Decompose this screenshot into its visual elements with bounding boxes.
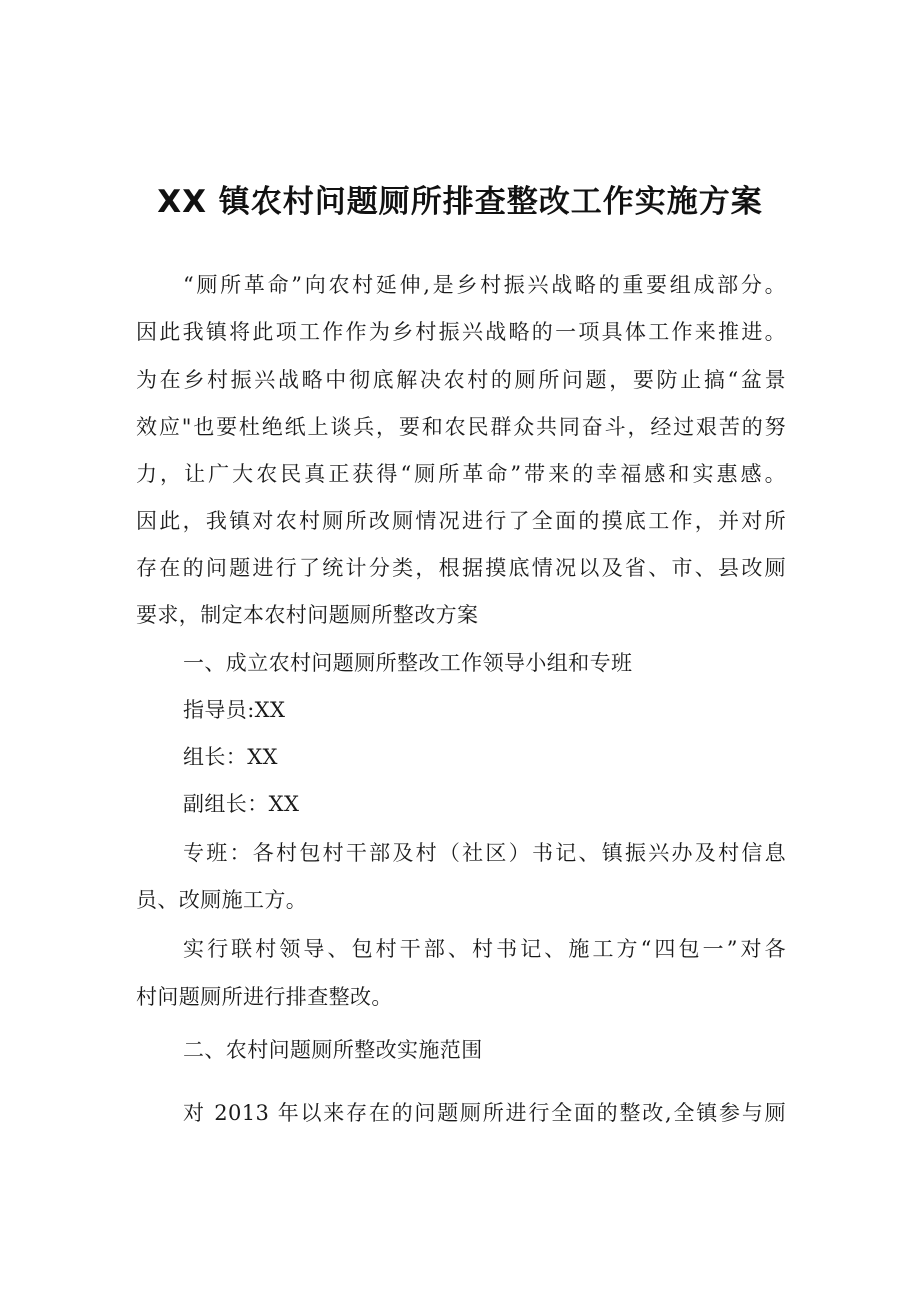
document-title: XX 镇农村问题厕所排查整改工作实施方案 <box>157 184 763 220</box>
responsibility-line-2: 村问题厕所进行排查整改。 <box>136 985 393 1009</box>
section-1-heading: 一、成立农村问题厕所整改工作领导小组和专班 <box>183 651 633 675</box>
intro-line-5: 力，让广大农民真正获得“厕所革命”带来的幸福感和实惠感。 <box>136 462 786 486</box>
intro-line-7: 存在的问题进行了统计分类，根据摸底情况以及省、市、县改厕 <box>136 556 786 580</box>
leader-line: 组长：XX <box>183 745 278 769</box>
special-team-line-2: 员、改厕施工方。 <box>136 888 308 912</box>
intro-line-8: 要求，制定本农村问题厕所整改方案 <box>136 603 479 627</box>
section-2-first-line: 对 2013 年以来存在的问题厕所进行全面的整改,全镇参与厕 <box>183 1101 786 1125</box>
special-team-line-1: 专班：各村包村干部及村（社区）书记、镇振兴办及村信息 <box>183 841 786 865</box>
section-2-heading: 二、农村问题厕所整改实施范围 <box>183 1038 483 1062</box>
intro-line-2: 因此我镇将此项工作作为乡村振兴战略的一项具体工作来推进。 <box>136 320 786 344</box>
intro-line-1: “厕所革命”向农村延伸,是乡村振兴战略的重要组成部分。 <box>183 273 786 297</box>
intro-line-3: 为在乡村振兴战略中彻底解决农村的厕所问题，要防止搞“盆景 <box>136 368 786 392</box>
intro-line-6: 因此，我镇对农村厕所改厕情况进行了全面的摸底工作，并对所 <box>136 509 786 533</box>
intro-line-4: 效应"也要杜绝纸上谈兵，要和农民群众共同奋斗，经过艰苦的努 <box>136 415 786 439</box>
deputy-line: 副组长：XX <box>183 792 300 816</box>
responsibility-line-1: 实行联村领导、包村干部、村书记、施工方“四包一”对各 <box>183 937 786 961</box>
guide-line: 指导员:XX <box>183 698 286 722</box>
